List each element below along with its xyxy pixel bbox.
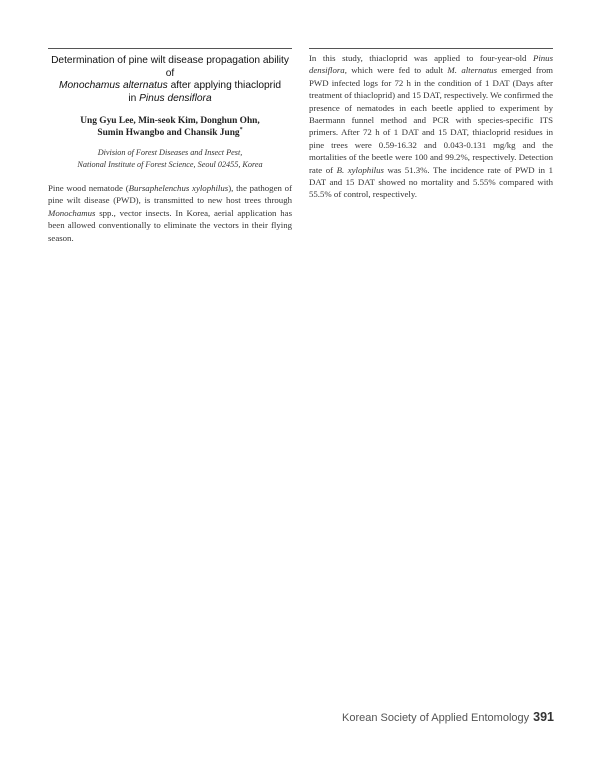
- affiliation: [48, 147, 292, 170]
- right-column: [309, 52, 553, 201]
- species-name-italic: M. alternatus: [447, 65, 498, 76]
- text-run: spp., vector insects. In Korea, aerial application has been allowed conventionally to eliminate the vectors in their flying season.: [48, 207, 292, 243]
- page-number: 391: [533, 710, 554, 724]
- species-name-italic: Bursaphelenchus xylophilus: [128, 183, 229, 193]
- title-line-3-prefix: in: [128, 92, 140, 104]
- authors-line-2: Sumin Hwangbo and Chansik Jung: [97, 128, 240, 138]
- left-column: [48, 52, 292, 244]
- left-column-top-rule: [48, 48, 292, 49]
- authors-line-1: Ung Gyu Lee, Min-seok Kim, Donghun Ohn,: [80, 116, 260, 126]
- right-column-top-rule: [309, 48, 553, 49]
- footer-society-name: Korean Society of Applied Entomology: [342, 712, 530, 724]
- species-name-italic: B. xylophilus: [336, 164, 384, 175]
- text-run: , which were fed to adult: [344, 65, 448, 76]
- author-list: [48, 115, 292, 139]
- corresponding-author-mark: *: [239, 126, 243, 133]
- genus-name-italic: Monochamus: [48, 207, 96, 218]
- text-run: was 51.3%. The incidence rate of PWD in 1 DAT and 15 DAT showed no mortality and 5.55% compared with 55.5% of control, respectively.: [309, 164, 553, 200]
- text-run: Pine wood nematode (: [48, 183, 129, 193]
- page-footer: [342, 710, 554, 724]
- abstract-title: [48, 55, 292, 105]
- title-species-italic: Monochamus alternatus: [59, 80, 168, 91]
- text-run: ), the pathogen of pine wilt disease (PWD), is transmitted to new host trees through: [48, 183, 292, 206]
- text-run: emerged from PWD infected logs for 72 h in the condition of 1 DAT (Days after treatment of thiacloprid) and 15 DAT, respectively. We confirmed the presence of nematodes in each beetle applied to experiment by Baermann funnel method and PCR with species-specific ITS primers. After 72 h of 1 DAT and 15 DAT, thiacloprid residues in pine trees were 0.59-16.32 and 0.043-0.131 mg/kg and the mortalities of the beetle were 100 and 99.2%, respectively. Detection rate of: [309, 65, 553, 175]
- affiliation-line-2: National Institute of Forest Science, Seoul 02455, Korea: [77, 159, 263, 169]
- title-line-1: Determination of pine wilt disease propagation ability of: [51, 55, 289, 79]
- species-name-italic: Pinus densiflora: [309, 53, 553, 76]
- abstract-body-right: [309, 52, 553, 201]
- abstract-paragraph-right: [309, 52, 553, 201]
- title-line-2-rest: after applying thiacloprid: [167, 80, 281, 91]
- abstract-paragraph-left: [48, 182, 292, 244]
- title-host-italic: Pinus densiflora: [139, 92, 212, 104]
- abstract-body-left: [48, 182, 292, 244]
- affiliation-line-1: Division of Forest Diseases and Insect Pest,: [97, 148, 243, 157]
- text-run: In this study, thiacloprid was applied to four-year-old: [309, 53, 533, 63]
